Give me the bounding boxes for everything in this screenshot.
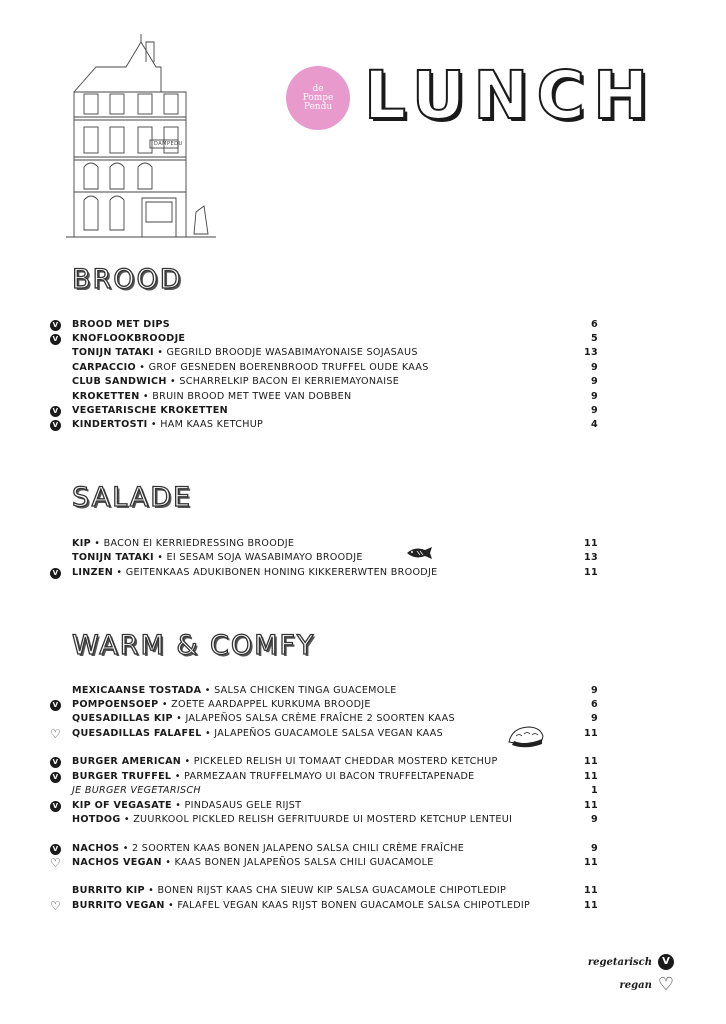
menu-item-name: BROOD MET DIPS	[72, 319, 170, 330]
v-circle-icon: V	[50, 320, 61, 331]
v-circle-icon: V	[50, 757, 61, 768]
menu-item-price: 11	[584, 756, 598, 767]
menu-item-name: KROKETTEN	[72, 391, 140, 402]
logo-line: Pendu	[303, 101, 333, 112]
building-sign: DAMPEDU	[154, 141, 183, 147]
menu-item-name: BURGER AMERICAN	[72, 756, 182, 767]
menu-item-name: POMPOENSOEP	[72, 699, 159, 710]
v-circle-icon: V	[50, 334, 61, 345]
menu-item	[52, 799, 598, 813]
menu-item-price: 11	[584, 771, 598, 782]
logo-line: de	[312, 83, 324, 94]
menu-item-name: KINDERTOSTI	[72, 419, 148, 430]
menu-item-name: CARPACCIO	[72, 362, 136, 373]
menu-item-name: CLUB SANDWICH	[72, 376, 167, 387]
menu-item	[72, 346, 598, 360]
menu-item-description: • PINDASAUS GELE RIJST	[171, 800, 302, 811]
menu-item	[72, 361, 598, 375]
section-title-brood: BROOD	[72, 264, 183, 295]
menu-item-price: 9	[591, 391, 598, 402]
menu-item	[50, 856, 598, 870]
menu-item-price: 11	[584, 538, 598, 549]
menu-item-price: 9	[591, 376, 598, 387]
menu-item-name: NACHOS	[72, 843, 120, 854]
menu-item-price: 11	[584, 567, 598, 578]
legend-vegan	[619, 974, 674, 995]
menu-item-price: 9	[591, 814, 598, 825]
menu-item-description: • PICKELED RELISH UI TOMAAT CHEDDAR MOSTERD KETCHUP	[181, 756, 498, 767]
menu-item-name: MEXICAANSE TOSTADA	[72, 685, 202, 696]
menu-item-name: BURRITO KIP	[72, 885, 145, 896]
menu-item-description: • ZUURKOOL PICKLED RELISH GEFRITUURDE UI MOSTERD KETCHUP LENTEUI	[120, 814, 513, 825]
menu-item-description: • ZOETE AARDAPPEL KURKUMA BROODJE	[158, 699, 371, 710]
menu-item-description: • KAAS BONEN JALAPEÑOS SALSA CHILI GUACAMOLE	[161, 857, 434, 868]
heart-outline-icon: ♡	[50, 899, 62, 913]
menu-item-price: 9	[591, 685, 598, 696]
menu-item-note: JE BURGER VEGETARISCH	[72, 785, 201, 796]
section-title-warm-comfy: WARM & COMFY	[72, 630, 316, 661]
menu-item-description: • HAM KAAS KETCHUP	[147, 419, 264, 430]
v-circle-icon: V	[50, 568, 61, 579]
legend-vegan-label: regan	[619, 979, 652, 991]
menu-item	[72, 537, 598, 551]
menu-item	[52, 770, 598, 784]
menu-item-description: • GROF GESNEDEN BOERENBROOD TRUFFEL OUDE KAAS	[135, 362, 429, 373]
menu-item-price: 5	[591, 333, 598, 344]
menu-item-name: KNOFLOOKBROODJE	[72, 333, 186, 344]
heart-outline-icon: ♡	[50, 856, 62, 870]
menu-item-description: • EI SESAM SOJA WASABIMAYO BROODJE	[153, 552, 363, 563]
v-circle-icon: V	[50, 844, 61, 855]
menu-item	[72, 684, 598, 698]
menu-item-description: • BACON EI KERRIEDRESSING BROODJE	[90, 538, 295, 549]
menu-item-price: 4	[591, 419, 598, 430]
fish-icon	[405, 546, 435, 560]
menu-item	[52, 418, 598, 432]
menu-item-name: NACHOS VEGAN	[72, 857, 162, 868]
v-circle-icon: V	[658, 954, 674, 970]
menu-item-price: 9	[591, 713, 598, 724]
v-circle-icon: V	[50, 420, 61, 431]
menu-item-description: • PARMEZAAN TRUFFELMAYO UI BACON TRUFFELTAPENADE	[171, 771, 475, 782]
v-circle-icon: V	[50, 406, 61, 417]
menu-item-name: VEGETARISCHE KROKETTEN	[72, 405, 228, 416]
menu-item	[72, 551, 598, 565]
menu-item	[72, 390, 598, 404]
heart-outline-icon: ♡	[50, 727, 62, 741]
menu-item	[52, 842, 598, 856]
legend-vegetarian-label: regetarisch	[587, 956, 652, 968]
menu-item-description: • GEITENKAAS ADUKIBONEN HONING KIKKERERWTEN BROODJE	[113, 567, 438, 578]
menu-item	[52, 332, 598, 346]
logo-line: Pompe	[302, 92, 334, 103]
page-title: LUNCH	[364, 57, 657, 134]
menu-item-name: KIP OF VEGASATE	[72, 800, 172, 811]
menu-item-price: 11	[584, 900, 598, 911]
menu-item-description: • BRUIN BROOD MET TWEE VAN DOBBEN	[139, 391, 352, 402]
menu-item	[72, 884, 598, 898]
menu-item-description: • FALAFEL VEGAN KAAS RIJST BONEN GUACAMOLE SALSA CHIPOTLEDIP	[164, 900, 531, 911]
menu-item	[72, 784, 598, 798]
menu-item-name: TONIJN TATAKI	[72, 347, 154, 358]
legend-vegetarian	[588, 954, 674, 970]
menu-item-price: 11	[584, 857, 598, 868]
menu-item-description: • BONEN RIJST KAAS CHA SIEUW KIP SALSA GUACAMOLE CHIPOTLEDIP	[144, 885, 507, 896]
menu-item-description: • SALSA CHICKEN TINGA GUACEMOLE	[201, 685, 397, 696]
menu-item-description: • JALAPEÑOS GUACAMOLE SALSA VEGAN KAAS	[201, 728, 444, 739]
menu-item-name: KIP	[72, 538, 91, 549]
menu-item-description: • GEGRILD BROODJE WASABIMAYONAISE SOJASAUS	[153, 347, 418, 358]
menu-item	[72, 813, 598, 827]
menu-item-description: • SCHARRELKIP BACON EI KERRIEMAYONAISE	[166, 376, 400, 387]
section-title-salade: SALADE	[72, 482, 193, 513]
menu-item-price: 9	[591, 843, 598, 854]
v-circle-icon: V	[50, 700, 61, 711]
menu-item	[52, 318, 598, 332]
menu-item-name: LINZEN	[72, 567, 114, 578]
menu-item-price: 6	[591, 319, 598, 330]
menu-item-price: 9	[591, 405, 598, 416]
menu-item	[50, 899, 598, 913]
building-sketch-icon	[66, 32, 216, 242]
menu-item-price: 1	[591, 785, 598, 796]
menu-item-price: 11	[584, 885, 598, 896]
menu-item-name: HOTDOG	[72, 814, 121, 825]
menu-item-name: QUESADILLAS FALAFEL	[72, 728, 202, 739]
menu-item-name: BURRITO VEGAN	[72, 900, 165, 911]
menu-item-price: 6	[591, 699, 598, 710]
menu-item	[72, 375, 598, 389]
menu-item-price: 13	[584, 347, 598, 358]
restaurant-logo	[286, 66, 350, 130]
menu-item-name: QUESADILLAS KIP	[72, 713, 173, 724]
menu-item-description: • 2 SOORTEN KAAS BONEN JALAPENO SALSA CHILI CRÈME FRAÎCHE	[119, 843, 465, 854]
menu-item-price: 13	[584, 552, 598, 563]
v-circle-icon: V	[50, 801, 61, 812]
v-circle-icon: V	[50, 772, 61, 783]
menu-item-name: BURGER TRUFFEL	[72, 771, 172, 782]
menu-item-name: TONIJN TATAKI	[72, 552, 154, 563]
quesadilla-icon	[506, 724, 546, 750]
menu-item-price: 11	[584, 728, 598, 739]
menu-item-price: 11	[584, 800, 598, 811]
menu-item	[52, 566, 598, 580]
menu-item-description: • JALAPEÑOS SALSA CRÈME FRAÎCHE 2 SOORTEN KAAS	[172, 713, 455, 724]
heart-outline-icon: ♡	[657, 974, 674, 995]
menu-item-price: 9	[591, 362, 598, 373]
menu-item	[52, 698, 598, 712]
menu-item	[52, 755, 598, 769]
menu-item	[52, 404, 598, 418]
